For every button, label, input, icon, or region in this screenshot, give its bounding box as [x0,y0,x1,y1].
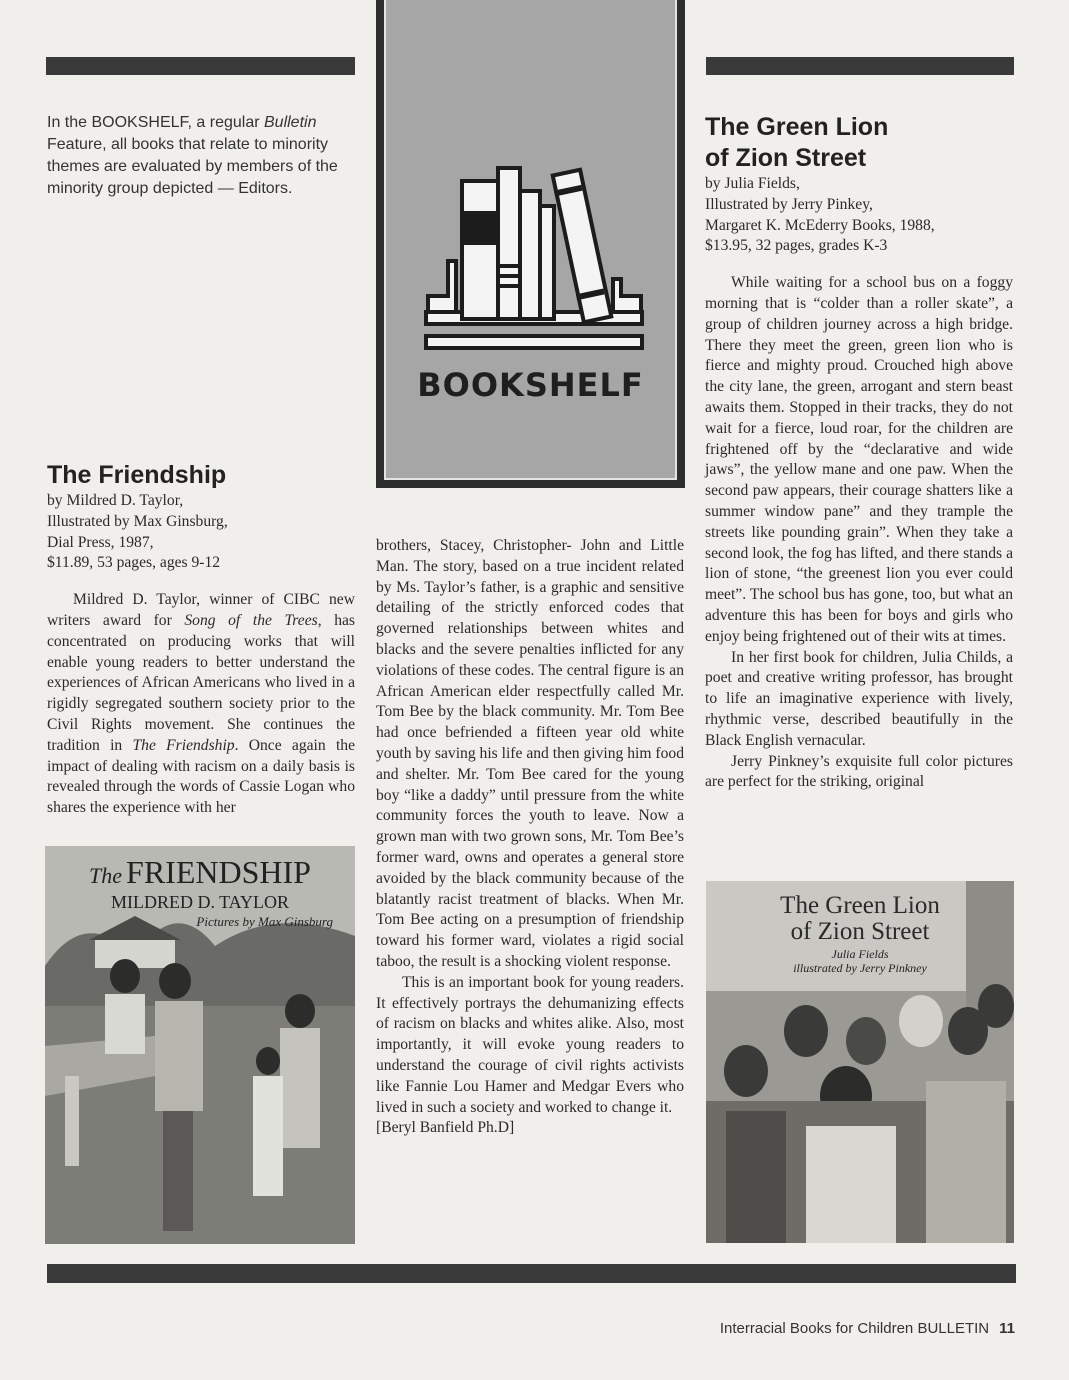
footer-publication: Interracial Books for Children BULLETIN [719,1320,990,1337]
green-lion-cover-credit: illustrated by Jerry Pinkney [793,961,927,975]
review2-title: The Green Lion of Zion Street [705,113,889,172]
friendship-cover-credit: Pictures by Max Ginsburg [196,914,333,929]
page-number: 11 [999,1320,1015,1337]
review1-paragraph: Mildred D. Taylor, winner of CIBC new writers award for Song of the Trees, has concentrated on producing works that will enable young readers to better understand the experiences of African Americans who lived in a rigidly segregated southern society prior to the Civil Rights movement. She continues the tradition in The Friendship. Once again the impact of dealing with racism on a daily basis is revealed through the words of Cassie Logan who shares the experience with her [47,591,355,817]
page-footer [720,1320,1015,1337]
review2-column: The Green Lion of Zion Street by Julia Fields, Illustrated by Jerry Pinkey, Margaret K. McEderry Books, 1988, $13.95, 32 pages, grades K-3 While waiting for a school bus on a foggy morning that is “colder than a roller skate”, a group of children journey across a high bridge. There they meet the green, green lion who is fierce and mighty proud. Crouched high above the city lane, the green, arrogant and stern beast awaits them. Stopped in their tracks, they do not wait for a fierce, loud roar, for the children are frightened off by the “declarative and wide jaws”, the yellow mane and one paw. When the second paw appears, their courage shatters like a summer window pane” and they trample the streets like pounding grain”. When they take a second look, the fog has lifted, and there stands a lion of stone, “the greenest lion you ever could meet”. The school bus has gone, too, but what an adventure this has been for boys and girls who enjoy being frightened out of their wits at times. In her first book for children, Julia Childs, a poet and creative writing professor, has brought to life an imaginative experience with lively, rhythmic verse, described beautifully in the Black English vernacular. Jerry Pinkney’s exquisite full color pictures are perfect for the striking, original [705,113,1013,791]
bookshelf-card [376,0,685,488]
bookshelf-icon [386,0,675,356]
bottom-rule [47,1264,1016,1283]
friendship-cover-title: The FRIENDSHIP [89,854,311,890]
editor-note: In the BOOKSHELF, a regular Bulletin Feature, all books that relate to minority themes are evaluated by members of the minority group depicted — Editors. [47,114,338,197]
review1-continued-column: brothers, Stacey, Christopher- John and Little Man. The story, based on a true incident related by Ms. Taylor’s father, is a graphic and sensitive detailing of the strictly enforced codes that governed relationships between whites and blacks and the severe penalties inflicted for any violations of these codes. The central figure is an African American elder respectfully called Mr. Tom Bee by the black community. Mr. Tom Bee had once befriended a fifteen year old white youth by saving his life and then giving him food and shelter. Mr. Tom Bee cared for the young boy “like a daddy” until pressure from the white community forces the youth to leave. Now a grown man with two grown sons, Mr. Tom Bee’s former ward, owns and operates a general store avoided by the black community because of the blatantly racist treatment of blacks. When Mr. Tom Bee acting on a presumption of friendship toward his former ward, violates a rigid social taboo, the result is a shocking violent response. This is an important book for young readers. It effectively portrays the dehumanizing effects of racism on blacks and whites alike. Also, most importantly, it will evoke young readers to understand the courage of civil rights activists like Fannie Lou Hamer and Medgar Evers who lived in such a society and worked to change it. [Beryl Banfield Ph.D] [376,536,684,1139]
review1-byline: by Mildred D. Taylor, Illustrated by Max Ginsburg, Dial Press, 1987, $11.89, 53 pages, ages 9-12 [47,492,228,572]
review1-column [47,460,355,819]
bookshelf-wordmark: BOOKSHELF [417,366,644,404]
review1-title: The Friendship [47,461,227,489]
green-lion-cover-image [706,881,1014,1243]
review1-signature: [Beryl Banfield Ph.D] [376,1119,515,1137]
green-lion-cover-title: The Green Lion of Zion Street [780,892,940,945]
top-rule-left [46,57,355,75]
green-lion-cover-author: Julia Fields [831,947,889,961]
top-rule-right [706,57,1014,75]
review2-byline: by Julia Fields, Illustrated by Jerry Pinkey, Margaret K. McEderry Books, 1988, $13.95, 32 pages, grades K-3 [705,175,935,255]
friendship-cover-author: MILDRED D. TAYLOR [110,892,290,912]
friendship-cover-image [45,846,355,1244]
